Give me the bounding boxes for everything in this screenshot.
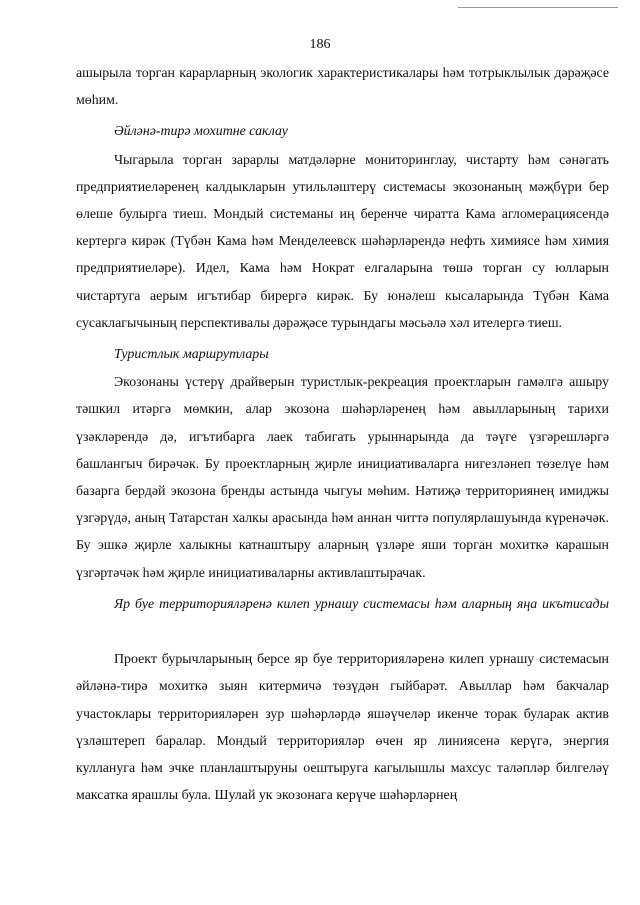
paragraph-riverside: Проект бурычларының берсе яр буе территорияләренә килеп урнашу системасын әйләнә-тирә мохиткә зыян китермичә төзүдән гыйбарәт. Авыллар һәм бакчалар участоклары территорияләрен зур шәһәрләрдә яшәүчеләр икенче торак буларак актив үзләштереп баралар. Мондый территорияләр өчен яр линиясенә керүгә, энергия куллануга һәм эчке планлаштыруны оештыруга кагылышлы махсус таләпләр билгеләү максатка ярашлы була. Шулай ук экозонага керүче шәһәрләрнең	[76, 652, 609, 804]
paragraph-environment: Чыгарыла торган зарарлы матдәләрне мониторинглау, чистарту һәм сәнәгать предприятиеләренең калдыкларын утильләштерү системасы экозонаның мәҗбүри бер өлеше булырга тиеш. Мондый системаны иң беренче чиратта Кама агломерациясендә кертергә кирәк (Түбән Кама һәм Менделеевск шәһәрләрендә нефть химиясе һәм химия предприятиеләре). Идел, Кама һәм Нократ елгаларына төшә торган су юлларын чистартуга аерым игътибар бирергә кирәк. Бу юнәлеш кысаларында Түбән Кама сусаклагычының перспективалы дәрәҗәсе турындагы мәсьәлә хәл ителергә тиеш.	[76, 152, 609, 331]
header-rule	[458, 7, 618, 8]
section-heading-riverside: Яр буе территорияләренә килеп урнашу системасы һәм аларның яңа икътисады	[114, 596, 609, 612]
section-heading-environment: Әйләнә-тирә мохитне саклау	[114, 124, 288, 140]
section-heading-tourism: Туристлык маршрутлары	[114, 347, 269, 363]
page-number: 186	[309, 37, 331, 52]
page-body	[76, 60, 609, 809]
paragraph-tourism: Экозонаны үстерү драйверын туристлык-рекреация проектларын гамәлгә ашыру тәшкил итәргә мөмкин, алар экозона шәһәрләренең һәм авылларының тарихи үзәкләрендә дә, игътибарга лаек табигать урыннарында да тәүге үзгәрешләргә башлангыч бирәчәк. Бу проектларның җирле инициативаларга нигезләнеп төзелүе һәм базарга бердәй экозона бренды астында чыгуы мөһим. Нәтиҗә территориянең имиджы үзгәрүдә, аның Татарстан халкы арасында һәм аннан читтә популярлашуында күренәчәк. Бу эшкә җирле халыкны катнаштыру аларның үзләре яши торган мохиткә карашын үзгәртәчәк һәм җирле инициативаларны активлаштырачак.	[76, 375, 609, 581]
paragraph-continuation: ашырыла торган карарларның экологик характеристикалары һәм тотрыклылык дәрәҗәсе мөһим.	[76, 66, 609, 109]
